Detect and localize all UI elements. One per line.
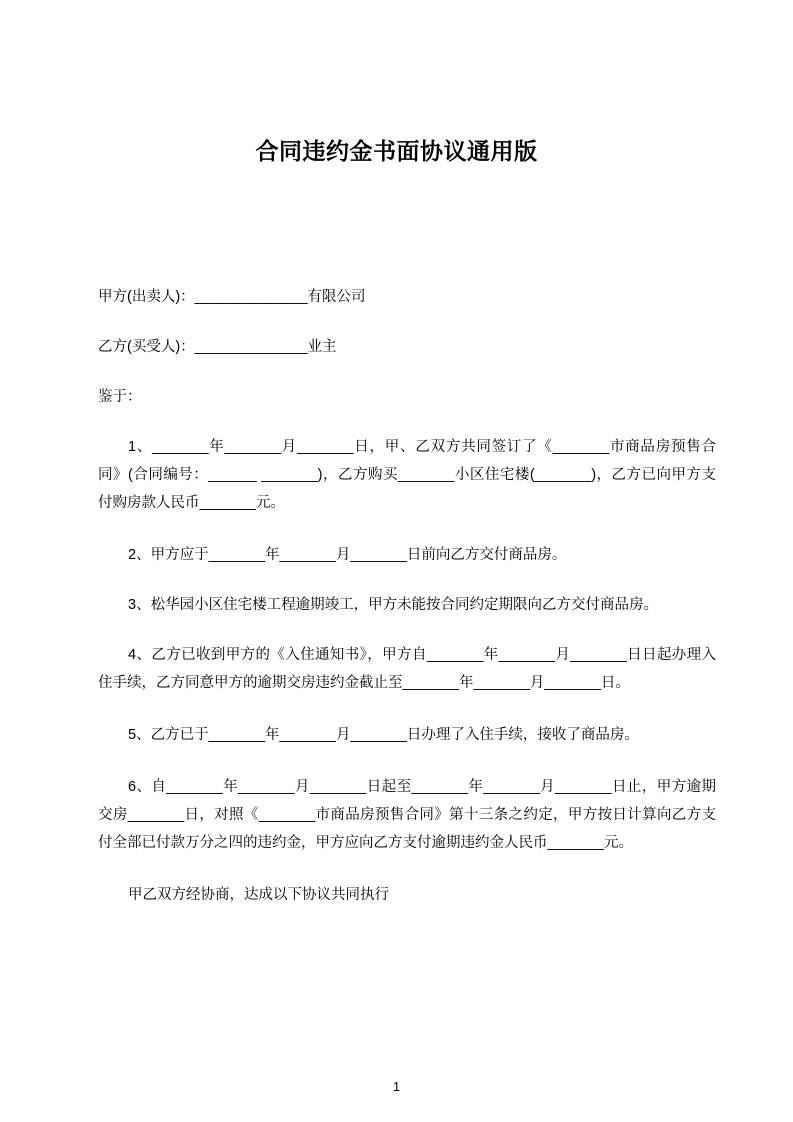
paragraph-clause-4: 4、乙方已收到甲方的《入住通知书》，甲方自_______年_______月_______日日起办理入住手续，乙方同意甲方的逾期交房违约金截止至_______年_______月_______日。 [98, 647, 716, 691]
paragraph-clause-1: 1、_______年_______月_______日，甲、乙双方共同签订了《_______市商品房预售合同》(合同编号：______ _______)，乙方购买_______小区住宅楼(_______)，乙方已向甲方支付购房款人民币_______元。 [98, 439, 716, 511]
paragraph-whereas: 鉴于： [98, 389, 142, 405]
paragraph-clause-6: 6、自_______年_______月_______日起至_______年_______月_______日止，甲方逾期交房_______日，对照《_______市商品房预售合同》第十三条之约定，甲方按日计算向乙方支付全部已付款万分之四的违约金，甲方应向乙方支付逾期违约金人民币_______元。 [98, 779, 716, 851]
paragraph-conclusion: 甲乙双方经协商，达成以下协议共同执行 [128, 887, 389, 903]
paragraph-party-a: 甲方(出卖人)：______________有限公司 [98, 289, 366, 305]
page-number: 1 [392, 1079, 401, 1094]
paragraph-party-b: 乙方(买受人)：______________业主 [98, 339, 337, 355]
paragraph-clause-3: 3、松华园小区住宅楼工程逾期竣工，甲方未能按合同约定期限向乙方交付商品房。 [128, 597, 659, 613]
paragraph-clause-2: 2、甲方应于_______年_______月_______日前向乙方交付商品房。 [128, 547, 567, 563]
page-title: 合同违约金书面协议通用版 [255, 138, 538, 164]
document-body [98, 283, 716, 931]
paragraph-clause-5: 5、乙方已于_______年_______月_______日办理了入住手续，接收了商品房。 [128, 727, 639, 743]
